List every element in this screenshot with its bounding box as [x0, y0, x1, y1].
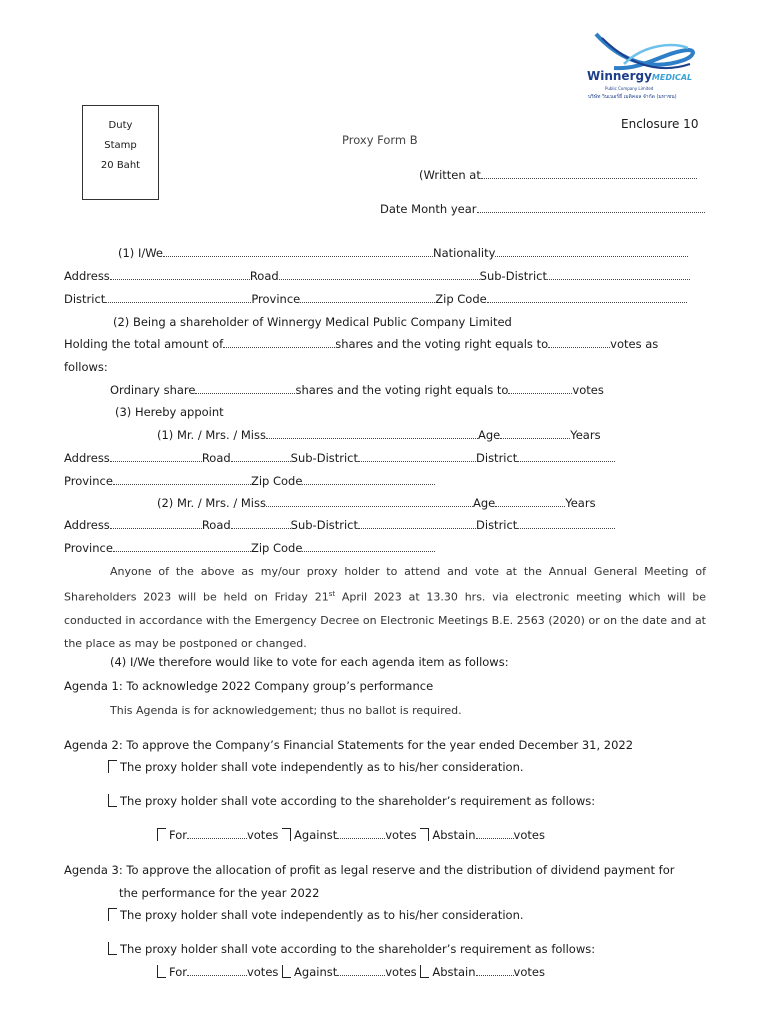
proxy1-province-line: Province Zip Code — [64, 474, 435, 488]
proxy1-address-line: Address Road Sub-District District — [64, 451, 615, 465]
total-votes-field[interactable] — [548, 337, 610, 348]
agenda2-abstain-field[interactable] — [476, 828, 514, 839]
proxy1-subdistrict-field[interactable] — [358, 451, 476, 462]
checkbox-icon[interactable] — [108, 942, 117, 955]
proxy2-address-line: Address Road Sub-District District — [64, 518, 615, 532]
agenda1-title: Agenda 1: To acknowledge 2022 Company group’s performance — [64, 679, 434, 693]
address-line-1: Address Road Sub-District — [64, 269, 690, 283]
checkbox-icon[interactable] — [108, 760, 117, 773]
agenda2-for-field[interactable] — [187, 828, 247, 839]
proxy2-name-line: (2) Mr. / Mrs. / Miss Age Years — [157, 496, 596, 510]
winnergy-logo-swoosh — [584, 24, 704, 104]
agenda3-option-according[interactable]: The proxy holder shall vote according to the shareholder’s requirement as follows: — [108, 942, 595, 956]
ordinary-shares-field[interactable] — [195, 383, 295, 394]
proxy2-subdistrict-field[interactable] — [358, 518, 476, 529]
proxy1-address-field[interactable] — [110, 451, 202, 462]
address-field[interactable] — [110, 269, 250, 280]
proxy2-province-field[interactable] — [113, 541, 251, 552]
shareholder-line: (2) Being a shareholder of Winnergy Medical Public Company Limited — [113, 315, 512, 329]
subdistrict-field[interactable] — [547, 269, 690, 280]
checkbox-icon[interactable] — [157, 965, 166, 978]
stamp-line-1: Duty — [108, 120, 133, 131]
agenda3-option-independent[interactable]: The proxy holder shall vote independently as to his/her consideration. — [108, 908, 524, 922]
agenda3-against-field[interactable] — [337, 965, 385, 976]
district-field[interactable] — [105, 292, 251, 303]
written-at-field[interactable] — [481, 168, 697, 179]
iwe-line: (1) I/We Nationality — [118, 246, 688, 260]
logo-wordmark: WinnergyMEDICAL — [587, 69, 693, 83]
holding-line: Holding the total amount of shares and the voting right equals to votes as — [64, 337, 659, 351]
agenda3-title: Agenda 3: To approve the allocation of profit as legal reserve and the distribution of dividend payment for — [64, 863, 675, 877]
proxy2-road-field[interactable] — [231, 518, 291, 529]
enclosure-label: Enclosure 10 — [621, 117, 699, 131]
date-line: Date Month year — [380, 202, 705, 216]
checkbox-icon[interactable] — [108, 794, 117, 807]
proxy2-address-field[interactable] — [110, 518, 202, 529]
agenda1-note: This Agenda is for acknowledgement; thus no ballot is required. — [110, 704, 462, 717]
agenda3-abstain-field[interactable] — [476, 965, 514, 976]
zip-field[interactable] — [487, 292, 687, 303]
proxy1-zip-field[interactable] — [302, 474, 435, 485]
agenda2-title: Agenda 2: To approve the Company’s Financial Statements for the year ended December 31, 2022 — [64, 738, 634, 752]
ordinary-votes-field[interactable] — [508, 383, 572, 394]
address-line-2: District Province Zip Code — [64, 292, 687, 306]
name-field[interactable] — [163, 246, 433, 257]
checkbox-icon[interactable] — [420, 965, 429, 978]
follows-label: follows: — [64, 360, 108, 374]
agenda2-vote-line: For votes Against votes Abstain votes — [157, 828, 545, 842]
checkbox-icon[interactable] — [282, 965, 291, 978]
proxy2-zip-field[interactable] — [302, 541, 435, 552]
proxy2-district-field[interactable] — [517, 518, 615, 529]
agenda3-vote-line: For votes Against votes Abstain votes — [157, 965, 545, 979]
proxy2-age-field[interactable] — [495, 496, 565, 507]
proxy1-district-field[interactable] — [517, 451, 615, 462]
appoint-label: (3) Hereby appoint — [115, 405, 224, 419]
date-field[interactable] — [477, 202, 705, 213]
written-at-line: (Written at — [419, 168, 697, 182]
road-field[interactable] — [279, 269, 480, 280]
logo-thai-name: บริษัท วินเนอร์ยี่ เมดิคอล จำกัด (มหาชน) — [588, 94, 677, 100]
proxy1-name-line: (1) Mr. / Mrs. / Miss Age Years — [157, 428, 601, 442]
province-field[interactable] — [300, 292, 435, 303]
checkbox-icon[interactable] — [157, 828, 166, 841]
proxy2-name-field[interactable] — [266, 496, 473, 507]
meeting-paragraph: Anyone of the above as my/our proxy holder to attend and vote at the Annual General Meeting of Shareholders 2023 will be held on Friday 21st April 2023 at 13.30 hrs. via electronic meeting which will be conducted in accordance with the Emergency Decree on Electronic Meetings B.E. 2563 (2020) or on the date and at the place as may be postponed or changed. — [64, 565, 706, 650]
agenda2-option-according[interactable]: The proxy holder shall vote according to the shareholder’s requirement as follows: — [108, 794, 595, 808]
nationality-field[interactable] — [495, 246, 688, 257]
checkbox-icon[interactable] — [282, 828, 291, 841]
proxy1-province-field[interactable] — [113, 474, 251, 485]
vote-intro: (4) I/We therefore would like to vote for each agenda item as follows: — [110, 655, 509, 669]
proxy2-province-line: Province Zip Code — [64, 541, 435, 555]
stamp-line-3: 20 Baht — [100, 160, 141, 171]
checkbox-icon[interactable] — [420, 828, 429, 841]
stamp-line-2: Stamp — [104, 140, 137, 151]
checkbox-icon[interactable] — [108, 908, 117, 921]
total-shares-field[interactable] — [223, 337, 335, 348]
agenda2-against-field[interactable] — [337, 828, 385, 839]
agenda2-option-independent[interactable]: The proxy holder shall vote independently as to his/her consideration. — [108, 760, 524, 774]
proxy1-road-field[interactable] — [231, 451, 291, 462]
agenda3-title-cont: the performance for the year 2022 — [119, 886, 320, 900]
logo-subtitle: Public Company Limited — [605, 86, 654, 91]
duty-stamp-box — [82, 105, 159, 200]
ordinary-share-line: Ordinary share shares and the voting right equals to votes — [110, 383, 604, 397]
agenda3-for-field[interactable] — [187, 965, 247, 976]
proxy1-name-field[interactable] — [266, 428, 478, 439]
proxy1-age-field[interactable] — [500, 428, 570, 439]
form-title: Proxy Form B — [342, 133, 418, 147]
